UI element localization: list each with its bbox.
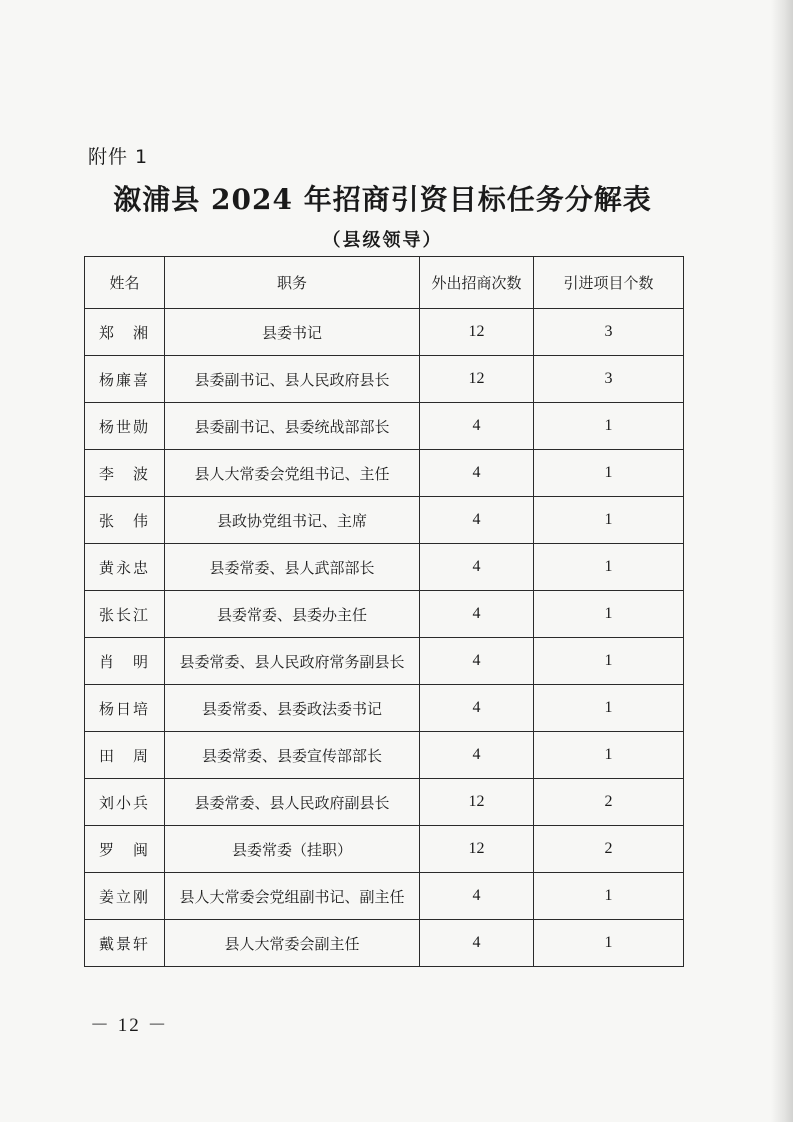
table-row [85,873,684,920]
table-header-row [85,257,684,309]
table-row [85,591,684,638]
cell-trips: 4 [420,591,534,638]
cell-position: 县委副书记、县委统战部部长 [165,403,420,450]
cell-position: 县委常委（挂职） [165,826,420,873]
header-position: 职务 [165,257,420,309]
cell-position: 县委书记 [165,309,420,356]
header-projects: 引进项目个数 [534,257,684,309]
cell-projects: 1 [534,732,684,779]
cell-position: 县人大常委会党组副书记、副主任 [165,873,420,920]
page-edge-shadow [771,0,793,1122]
cell-name: 罗 闽 [85,826,165,873]
table-row [85,309,684,356]
cell-trips: 12 [420,309,534,356]
cell-trips: 4 [420,638,534,685]
cell-projects: 1 [534,497,684,544]
table-row [85,920,684,967]
page-number: － 12 － [90,1015,169,1036]
cell-position: 县政协党组书记、主席 [165,497,420,544]
table-row [85,779,684,826]
header-name: 姓名 [85,257,165,309]
cell-trips: 12 [420,356,534,403]
table-row [85,732,684,779]
table-row [85,638,684,685]
cell-trips: 4 [420,685,534,732]
cell-position: 县委常委、县委宣传部部长 [165,732,420,779]
cell-projects: 2 [534,779,684,826]
cell-position: 县委副书记、县人民政府县长 [165,356,420,403]
cell-projects: 1 [534,403,684,450]
cell-name: 张 伟 [85,497,165,544]
cell-position: 县委常委、县委政法委书记 [165,685,420,732]
cell-name: 杨世勋 [85,403,165,450]
attachment-label: 附件 1 [88,146,149,168]
cell-trips: 4 [420,497,534,544]
cell-projects: 1 [534,591,684,638]
cell-name: 杨廉喜 [85,356,165,403]
table-row [85,450,684,497]
cell-trips: 4 [420,403,534,450]
cell-projects: 2 [534,826,684,873]
cell-trips: 12 [420,826,534,873]
cell-trips: 4 [420,920,534,967]
table-row [85,403,684,450]
table-body [85,309,684,967]
cell-trips: 12 [420,779,534,826]
cell-projects: 1 [534,544,684,591]
table-row [85,497,684,544]
cell-position: 县人大常委会党组书记、主任 [165,450,420,497]
cell-projects: 1 [534,920,684,967]
table-row [85,826,684,873]
cell-projects: 1 [534,638,684,685]
table-row [85,544,684,591]
task-table [84,256,684,967]
cell-projects: 1 [534,873,684,920]
cell-name: 郑 湘 [85,309,165,356]
cell-name: 肖 明 [85,638,165,685]
cell-position: 县委常委、县人民政府副县长 [165,779,420,826]
cell-projects: 1 [534,450,684,497]
document-title: 溆浦县 2024 年招商引资目标任务分解表 [113,183,652,216]
table-row [85,356,684,403]
cell-position: 县人大常委会副主任 [165,920,420,967]
cell-projects: 1 [534,685,684,732]
cell-projects: 3 [534,356,684,403]
cell-trips: 4 [420,450,534,497]
table-row [85,685,684,732]
cell-name: 姜立刚 [85,873,165,920]
cell-name: 田 周 [85,732,165,779]
cell-position: 县委常委、县人武部部长 [165,544,420,591]
header-trips: 外出招商次数 [420,257,534,309]
cell-name: 李 波 [85,450,165,497]
cell-position: 县委常委、县委办主任 [165,591,420,638]
cell-name: 戴景轩 [85,920,165,967]
cell-name: 黄永忠 [85,544,165,591]
cell-projects: 3 [534,309,684,356]
cell-trips: 4 [420,732,534,779]
document-subtitle: （县级领导） [322,230,443,251]
cell-trips: 4 [420,544,534,591]
cell-name: 刘小兵 [85,779,165,826]
cell-name: 杨日培 [85,685,165,732]
cell-name: 张长江 [85,591,165,638]
cell-trips: 4 [420,873,534,920]
cell-position: 县委常委、县人民政府常务副县长 [165,638,420,685]
